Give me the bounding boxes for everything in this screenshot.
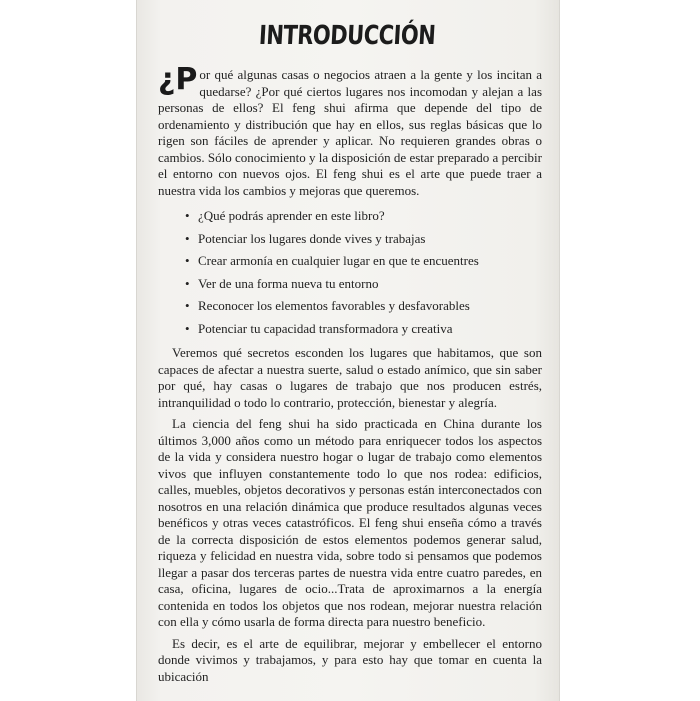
paragraph: Veremos qué secretos esconden los lugares que habitamos, que son capaces de afectar a nuestra suerte, salud o estado anímico, que sin saber por qué, hay casas o lugares de trabajo que nos producen estrés, intranquilidad o todo lo contrario, protección, bienestar y alegría. — [158, 345, 542, 410]
list-item-text: Potenciar los lugares donde vives y trabajas — [198, 230, 426, 246]
list-item-text: ¿Qué podrás aprender en este libro? — [198, 208, 385, 223]
paragraph: Es decir, es el arte de equilibrar, mejorar y embellecer el entorno donde vivimos y trabajamos, y para esto hay que tomar en cuenta la ubicación — [158, 635, 542, 684]
bullet-list — [158, 205, 542, 340]
bullet-icon: • — [185, 230, 190, 246]
list-item — [185, 205, 542, 228]
list-item — [185, 273, 542, 296]
list-item-text: Ver de una forma nueva tu entorno — [198, 275, 379, 291]
list-item-text: Crear armonía en cualquier lugar en que te encuentres — [198, 253, 479, 268]
bullet-icon: • — [185, 275, 190, 291]
book-page — [136, 0, 560, 701]
drop-cap: ¿P — [158, 62, 198, 97]
list-item-text: Potenciar tu capacidad transformadora y creativa — [198, 320, 453, 336]
list-item — [185, 318, 542, 341]
bullet-icon: • — [185, 253, 190, 268]
list-item — [185, 250, 542, 273]
page-heading: INTRODUCCIÓN — [258, 20, 437, 50]
bullet-icon: • — [185, 320, 190, 336]
paragraph: La ciencia del feng shui ha sido practicada en China durante los últimos 3,000 años como un método para enriquecer todos los aspectos de la vida y considera nuestro hogar o lugar de trabajo como elementos vivos que influyen constantemente todo lo que nos rodea: edificios, calles, muebles, objetos decorativos y personas están interconectados con nosotros en una relación dinámica que produce resultados algunas veces benéficos y otras veces catastróficos. El feng shui enseña cómo a través de la correcta disposición de estos elementos podemos generar salud, riqueza y felicidad en nuestra vida, sobre todo si pensamos que podemos llegar a pasar dos terceras partes de nuestra vida entre cuatro paredes, en casa, oficina, lugares de ocio...Trata de aproximarnos a la energía contenida en todos los objetos que nos rodean, mejorar nuestra relación con ella y cómo usarla de forma directa para nuestro beneficio. — [158, 416, 542, 629]
list-item — [185, 295, 542, 318]
bullet-icon: • — [185, 208, 190, 223]
list-item — [185, 228, 542, 251]
intro-paragraph — [158, 62, 542, 199]
bullet-icon: • — [185, 298, 190, 313]
intro-text: or qué algunas casas o negocios atraen a la gente y los incitan a quedarse? ¿Por qué ciertos lugares nos incomodan y alejan a las personas de ellos? El feng shui afirma que depende del tipo de ordenamiento y distribución que hay en ellos, sus reglas básicas que lo rigen son fáciles de aprender y aplicar. No requieren grandes obras o cambios. Sólo conocimiento y la disposición de estar preparado a percibir el entorno con nuevos ojos. El feng shui es el arte que puede traer a nuestra vida los cambios y mejoras que queremos. — [158, 67, 542, 198]
list-item-text: Reconocer los elementos favorables y desfavorables — [198, 298, 470, 313]
page-body — [158, 62, 542, 685]
